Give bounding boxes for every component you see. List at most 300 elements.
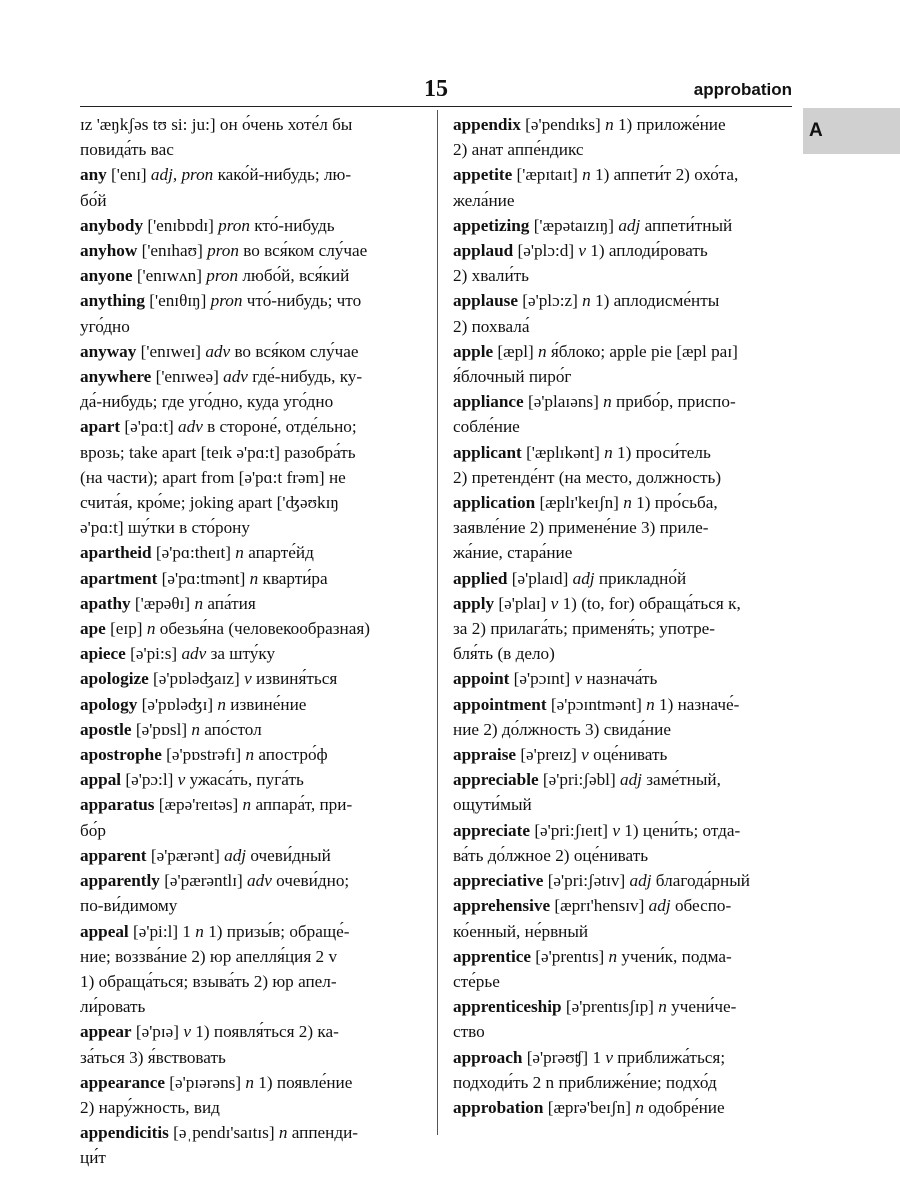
dictionary-entry: [80, 641, 423, 666]
dictionary-entry: [80, 1019, 423, 1069]
pronunciation: [eɪp]: [105, 619, 147, 639]
pronunciation: [ə'plaɪ]: [494, 593, 551, 613]
entry-line: ство: [453, 1022, 485, 1042]
translation: апа́тия: [203, 593, 256, 613]
pronunciation: [ə'pɔɪnt]: [509, 669, 575, 689]
dictionary-entry: [453, 591, 793, 667]
headword: appendicitis: [80, 1123, 169, 1143]
letter-thumb-tab: A: [803, 108, 900, 154]
dictionary-entry: [80, 666, 423, 691]
headword: anybody: [80, 215, 144, 235]
entry-line: [453, 692, 793, 717]
entry-line: сте́рье: [453, 971, 500, 991]
translation: учени́к, подма-: [617, 946, 732, 966]
entry-line: [453, 1095, 793, 1120]
entry-line: [80, 162, 423, 187]
entry-line: счита́я, кро́ме; joking apart ['ʤəʊkɪŋ: [80, 493, 339, 513]
part-of-speech: v: [581, 745, 589, 765]
dictionary-entry: [80, 717, 423, 742]
entry-line: [80, 868, 423, 893]
part-of-speech: pron: [218, 215, 250, 235]
pronunciation: ['enɪweə]: [151, 367, 224, 387]
entry-line: [453, 440, 793, 465]
pronunciation: [ə'pri:ʃɪeɪt]: [530, 820, 613, 840]
dictionary-entry: [453, 893, 793, 943]
headword: apartheid: [80, 543, 152, 563]
pronunciation: ['enɪhaʊ]: [137, 241, 208, 261]
headword: apparatus: [80, 795, 155, 815]
entry-line: 2) претенде́нт (на место, должность): [453, 467, 722, 487]
pronunciation: [ə'pɒsl]: [131, 719, 192, 739]
dictionary-entry: [453, 162, 793, 212]
part-of-speech: v: [177, 770, 186, 790]
translation: оце́нивать: [588, 745, 668, 765]
dictionary-entry: [453, 288, 793, 338]
dictionary-entry: [80, 767, 423, 792]
pronunciation: [ə'pɒləʤɪ]: [137, 694, 218, 714]
dictionary-entry: [453, 1095, 793, 1120]
headword: appendix: [453, 115, 521, 134]
entry-line: повида́ть вас: [80, 140, 174, 160]
dictionary-entry: [80, 868, 423, 918]
headword: apparent: [80, 845, 147, 865]
headword: appearance: [80, 1072, 165, 1092]
entry-line: [453, 389, 793, 414]
entry-line: [453, 893, 793, 918]
translation: апо́стол: [199, 719, 262, 739]
pronunciation: [æpə'reɪtəs]: [154, 795, 243, 815]
dictionary-entry: [80, 742, 423, 767]
entry-line: [453, 339, 793, 364]
part-of-speech: n: [635, 1097, 644, 1117]
dictionary-entry: [453, 112, 793, 162]
translation: извине́ние: [225, 694, 307, 714]
entry-line: [453, 288, 793, 313]
translation: апостро́ф: [254, 745, 328, 765]
pronunciation: [æpl]: [493, 341, 538, 361]
translation: 1) про́сьба,: [631, 493, 718, 513]
headword: anyhow: [80, 241, 138, 261]
dictionary-entry: [80, 792, 423, 842]
entry-line: ко́енный, не́рвный: [453, 921, 589, 941]
dictionary-entry: [453, 389, 793, 439]
translation: где́-нибудь, ку-: [247, 367, 363, 387]
entry-line: 2) хвали́ть: [453, 266, 530, 286]
entry-line: [453, 818, 793, 843]
translation: 1) назначе́-: [654, 694, 740, 714]
entry-line: [453, 112, 793, 137]
translation: приближа́ться;: [613, 1047, 726, 1067]
dictionary-entry: [453, 767, 793, 817]
part-of-speech: adj: [224, 845, 247, 865]
entry-line: по-ви́димому: [80, 896, 178, 916]
dictionary-entry: [453, 692, 793, 742]
entry-line: [80, 364, 423, 389]
entry-line: [80, 767, 423, 792]
entry-line: жела́ние: [453, 190, 515, 210]
headword: anyone: [80, 266, 133, 286]
translation: учени́че-: [666, 997, 737, 1017]
part-of-speech: adv: [223, 367, 248, 387]
headword: applicant: [453, 442, 522, 462]
dictionary-entry: [453, 868, 793, 893]
headword: approbation: [453, 1097, 544, 1117]
pronunciation: [ə'plaɪd]: [507, 568, 573, 588]
entry-line: ощути́мый: [453, 795, 532, 815]
part-of-speech: n: [245, 745, 255, 765]
dictionary-entry: [453, 440, 793, 490]
entry-line: [453, 213, 793, 238]
dictionary-entry: [80, 339, 423, 364]
pronunciation: ['æpətaɪzɪŋ]: [529, 215, 619, 235]
pronunciation: [ə'pɑ:t]: [120, 417, 179, 437]
pronunciation: ['æpɪtaɪt]: [512, 165, 583, 185]
entry-line: (на части); apart from [ə'pɑ:t frəm] не: [80, 467, 346, 487]
entry-line: [80, 1019, 423, 1044]
entry-line: [80, 616, 423, 641]
part-of-speech: adv: [205, 341, 231, 361]
headword: applause: [453, 291, 518, 311]
pronunciation: ['enɪweɪ]: [136, 341, 206, 361]
part-of-speech: v: [605, 1047, 613, 1067]
translation: благода́рный: [651, 871, 750, 891]
entry-line: [80, 742, 423, 767]
part-of-speech: adj: [648, 896, 671, 916]
headword: apartment: [80, 568, 158, 588]
part-of-speech: n: [582, 165, 591, 185]
pronunciation: [ə'pɒləʤaɪz]: [148, 669, 245, 689]
headword: appeal: [80, 921, 129, 941]
pronunciation: [ə'prentɪs]: [530, 946, 609, 966]
entry-line: ние; воззва́ние 2) юр апелля́ция 2 v: [80, 946, 338, 966]
headword: appreciate: [453, 820, 531, 840]
pronunciation: [ə'pɒstrəfɪ]: [161, 745, 246, 765]
translation: я́блоко; apple pie [æpl paɪ]: [546, 341, 738, 361]
part-of-speech: n: [646, 694, 655, 714]
part-of-speech: n: [191, 719, 200, 739]
translation: извиня́ться: [251, 669, 338, 689]
dictionary-entry: [453, 742, 793, 767]
translation: кварти́ра: [258, 568, 328, 588]
translation: прибо́р, приспо-: [611, 392, 736, 412]
part-of-speech: n: [249, 568, 259, 588]
entry-line: ци́т: [80, 1148, 106, 1168]
translation: обеспо-: [670, 896, 732, 916]
column-divider: [437, 110, 438, 1135]
headword: apprehensive: [453, 896, 551, 916]
headword: apparently: [80, 871, 160, 891]
part-of-speech: n: [623, 493, 632, 513]
pronunciation: [æprə'beɪʃn]: [543, 1097, 636, 1117]
page-number: 15: [424, 76, 448, 102]
entry-line: [80, 339, 423, 364]
entry-line: [453, 566, 793, 591]
dictionary-entry: [453, 818, 793, 868]
translation: очеви́дный: [246, 845, 331, 865]
entry-line: [80, 591, 423, 616]
entry-line: врозь; take apart [teɪk ə'pɑ:t] разобра́ть: [80, 442, 356, 462]
headword: apologize: [80, 669, 149, 689]
part-of-speech: n: [582, 291, 591, 311]
part-of-speech: v: [578, 241, 586, 261]
headword: apart: [80, 417, 121, 437]
entry-line: [80, 566, 423, 591]
translation: ужаса́ть, пуга́ть: [185, 770, 304, 790]
translation: 1) проси́тель: [612, 442, 711, 462]
part-of-speech: adj: [619, 770, 642, 790]
pronunciation: [ə'pri:ʃətɪv]: [543, 871, 630, 891]
pronunciation: [ə'pɑ:theɪt]: [151, 543, 236, 563]
entry-line: [80, 238, 423, 263]
pronunciation: [ə'pærəntlɪ]: [159, 871, 248, 891]
dictionary-entry: [453, 238, 793, 288]
part-of-speech: n: [245, 1072, 254, 1092]
entry-line: бо́р: [80, 820, 106, 840]
headword: appraise: [453, 745, 517, 765]
pronunciation: ['enɪθɪŋ]: [144, 291, 211, 311]
pronunciation: ['æplɪkənt]: [521, 442, 605, 462]
dictionary-entry: [80, 238, 423, 263]
entry-line: [80, 692, 423, 717]
entry-line: [80, 288, 423, 313]
dictionary-entry: [80, 414, 423, 540]
part-of-speech: n: [146, 619, 156, 639]
entry-line: жа́ние, стара́ние: [453, 543, 573, 563]
headword: appetizing: [453, 215, 530, 235]
headword: any: [80, 165, 107, 185]
dictionary-entry: [453, 1045, 793, 1095]
pronunciation: [ə'prentɪsʃɪp]: [561, 997, 659, 1017]
pronunciation: [ə'pendɪks]: [520, 115, 606, 134]
pronunciation: [ə'pærənt]: [146, 845, 225, 865]
headword: apology: [80, 694, 138, 714]
entry-line: [453, 767, 793, 792]
entry-line: [80, 263, 423, 288]
entry-line: собле́ние: [453, 417, 520, 437]
part-of-speech: adj, pron: [150, 165, 214, 185]
entry-line: [453, 162, 793, 187]
pronunciation: ['æpəθɪ]: [130, 593, 195, 613]
headword: applaud: [453, 241, 514, 261]
entry-line: [80, 666, 423, 691]
pronunciation: [ə'plɔ:d]: [513, 241, 579, 261]
part-of-speech: n: [538, 341, 547, 361]
pronunciation: [ə'pɑ:tmənt]: [157, 568, 250, 588]
pronunciation: [ə'pɪə]: [131, 1022, 184, 1042]
headword: appreciable: [453, 770, 539, 790]
pronunciation: [ə'pɔɪntmənt]: [546, 694, 647, 714]
left-column: [80, 112, 423, 1171]
part-of-speech: adv: [247, 871, 272, 891]
translation: 1) цени́ть; отда-: [619, 820, 741, 840]
headword: anywhere: [80, 367, 152, 387]
dictionary-entry: [80, 162, 423, 212]
translation: заме́тный,: [641, 770, 721, 790]
headword: appear: [80, 1022, 132, 1042]
entry-line: я́блочный пиро́г: [453, 367, 572, 387]
translation: аппенди-: [287, 1123, 359, 1143]
headword: appointment: [453, 694, 547, 714]
translation: 1) аплоди́ровать: [585, 241, 708, 261]
part-of-speech: n: [605, 115, 614, 134]
dictionary-entry: [80, 591, 423, 616]
entry-line: подходи́ть 2 n приближе́ние; подхо́д: [453, 1072, 717, 1092]
entry-line: [453, 944, 793, 969]
dictionary-entry: [80, 919, 423, 1020]
headword: appoint: [453, 669, 510, 689]
translation: одобре́ние: [643, 1097, 725, 1117]
translation: очеви́дно;: [271, 871, 350, 891]
pronunciation: [ə'preɪz]: [516, 745, 582, 765]
part-of-speech: pron: [206, 266, 239, 286]
dictionary-entry: [80, 566, 423, 591]
pronunciation: [əˌpendɪ'saɪtɪs]: [168, 1123, 279, 1143]
entry-line: [80, 1120, 423, 1145]
headword: apprentice: [453, 946, 531, 966]
pronunciation: [ə'pɪərəns]: [164, 1072, 246, 1092]
part-of-speech: n: [195, 921, 204, 941]
entry-line: [453, 666, 793, 691]
entry-line: бо́й: [80, 190, 107, 210]
headword: appal: [80, 770, 122, 790]
pronunciation: [ə'pi:l] 1: [128, 921, 196, 941]
dictionary-entry: [453, 490, 793, 566]
headword: apiece: [80, 644, 126, 664]
part-of-speech: pron: [210, 291, 243, 311]
headword: appetite: [453, 165, 513, 185]
translation: 1) (to, for) обраща́ться к,: [558, 593, 741, 613]
part-of-speech: adv: [178, 417, 203, 437]
part-of-speech: n: [608, 946, 618, 966]
entry-line: 1) обраща́ться; взыва́ть 2) юр апел-: [80, 971, 337, 991]
dictionary-entry: [453, 944, 793, 994]
headword: apprenticeship: [453, 997, 562, 1017]
translation: во вся́ком слу́чае: [230, 341, 359, 361]
translation: аппети́тный: [640, 215, 733, 235]
part-of-speech: n: [217, 694, 226, 714]
pronunciation: [ə'plaɪəns]: [523, 392, 604, 412]
dictionary-entry: [453, 213, 793, 238]
entry-line: [80, 641, 423, 666]
dictionary-entry: [80, 112, 423, 162]
headword: approach: [453, 1047, 523, 1067]
part-of-speech: n: [604, 442, 613, 462]
entry-line: ли́ровать: [80, 997, 146, 1017]
headword: apostrophe: [80, 745, 162, 765]
part-of-speech: adj: [618, 215, 641, 235]
entry-line: уго́дно: [80, 316, 130, 336]
translation: 1) призы́в; обраще́-: [203, 921, 350, 941]
pronunciation: [ə'pri:ʃəbl]: [538, 770, 620, 790]
entry-line: да́-нибудь; где уго́дно, куда уго́дно: [80, 392, 334, 412]
entry-line: ɪz 'æŋkʃəs tʊ si: ju:] он о́чень хоте́л бы: [80, 115, 353, 134]
translation: во вся́ком слу́чае: [238, 241, 368, 261]
entry-line: за́ться 3) я́вствовать: [80, 1047, 226, 1067]
translation: кто́-нибудь: [250, 215, 335, 235]
part-of-speech: adj: [629, 871, 652, 891]
pronunciation: [ə'prəʊʧ] 1: [522, 1047, 606, 1067]
pronunciation: [ə'pi:s]: [125, 644, 182, 664]
part-of-speech: n: [603, 392, 612, 412]
part-of-speech: n: [242, 795, 252, 815]
dictionary-entry: [80, 1070, 423, 1120]
part-of-speech: v: [612, 820, 620, 840]
headword: apathy: [80, 593, 131, 613]
dictionary-entry: [80, 1120, 423, 1170]
entry-line: [453, 742, 793, 767]
entry-line: [80, 213, 423, 238]
part-of-speech: adv: [181, 644, 207, 664]
headword: appreciative: [453, 871, 544, 891]
part-of-speech: n: [194, 593, 204, 613]
part-of-speech: v: [183, 1022, 191, 1042]
translation: 1) появле́ние: [253, 1072, 353, 1092]
dictionary-entry: [80, 288, 423, 338]
right-column: [453, 112, 793, 1120]
headword: application: [453, 493, 536, 513]
headword: anyway: [80, 341, 137, 361]
translation: како́й-нибудь; лю-: [213, 165, 352, 185]
dictionary-entry: [80, 364, 423, 414]
translation: обезья́на (человекообразная): [155, 619, 371, 639]
entry-line: 2) похвала́: [453, 316, 530, 336]
translation: 1) аплодисме́нты: [590, 291, 720, 311]
pronunciation: ['enɪbɒdɪ]: [143, 215, 219, 235]
pronunciation: [æplɪ'keɪʃn]: [535, 493, 624, 513]
part-of-speech: adj: [572, 568, 595, 588]
headword: appliance: [453, 392, 524, 412]
dictionary-entry: [453, 566, 793, 591]
entry-line: [80, 919, 423, 944]
entry-line: [453, 994, 793, 1019]
entry-line: [453, 238, 793, 263]
entry-line: [453, 1045, 793, 1070]
entry-line: [80, 843, 423, 868]
dictionary-entry: [80, 843, 423, 868]
part-of-speech: v: [574, 669, 583, 689]
headword: anything: [80, 291, 145, 311]
part-of-speech: pron: [207, 241, 239, 261]
dictionary-entry: [80, 692, 423, 717]
entry-line: ние 2) до́лжность 3) свида́ние: [453, 719, 671, 739]
entry-line: [453, 591, 793, 616]
page-header: [80, 74, 792, 107]
headword: apostle: [80, 719, 132, 739]
entry-line: [453, 490, 793, 515]
entry-line: [80, 717, 423, 742]
entry-line: ва́ть до́лжное 2) оце́нивать: [453, 845, 649, 865]
translation: в стороне́, отде́льно;: [202, 417, 357, 437]
part-of-speech: n: [235, 543, 244, 563]
entry-line: заявле́ние 2) примене́ние 3) приле-: [453, 518, 709, 538]
pronunciation: [ə'pɔ:l]: [121, 770, 178, 790]
entry-line: [80, 414, 423, 439]
translation: 1) аппети́т 2) охо́та,: [590, 165, 739, 185]
dictionary-entry: [80, 616, 423, 641]
headword: apple: [453, 341, 494, 361]
running-head: approbation: [693, 80, 792, 99]
headword: ape: [80, 619, 106, 639]
part-of-speech: v: [550, 593, 559, 613]
entry-line: [80, 1070, 423, 1095]
entry-line: [453, 868, 793, 893]
pronunciation: ['enɪwʌn]: [132, 266, 207, 286]
entry-line: ə'pɑ:t] шу́тки в сто́рону: [80, 518, 250, 538]
entry-line: [80, 792, 423, 817]
translation: назнача́ть: [582, 669, 658, 689]
translation: 1) приложе́ние: [613, 115, 726, 134]
entry-line: бля́ть (в дело): [453, 644, 555, 664]
